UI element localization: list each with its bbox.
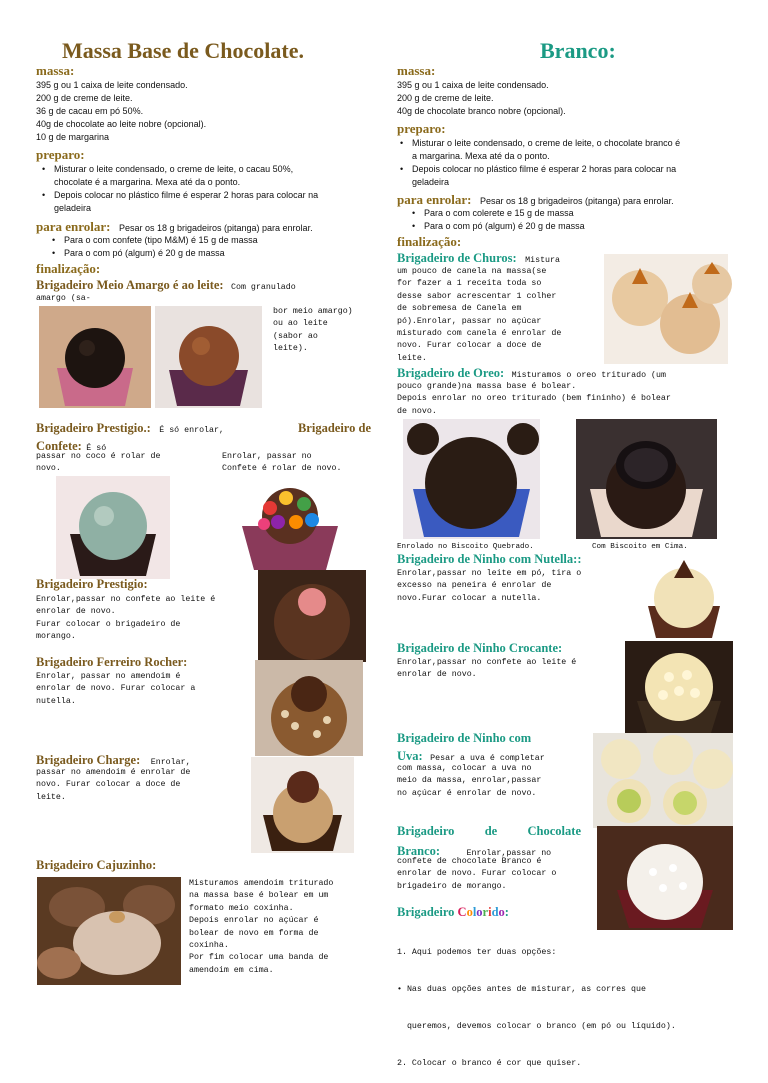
right-massa-heading: massa:	[397, 63, 436, 78]
oreo-title: Brigadeiro de Oreo:	[397, 366, 505, 380]
ninho-uva-title-2-text: Pesar a uva é completar	[430, 754, 545, 763]
cajuzinho-line: Misturamos amendoim triturado	[189, 879, 334, 888]
colorido-letter: C	[457, 905, 467, 919]
left-massa-line: 36 g de cacau em pó 50%.	[36, 106, 144, 116]
charge-line: leite.	[36, 792, 66, 802]
meio-amargo-side-line: (sabor ao	[273, 331, 318, 341]
colorido-letter: i	[488, 905, 492, 919]
meio-amargo-side-line: ou ao leite	[273, 319, 328, 329]
ninho-uva-line: com massa, colocar a uva no	[397, 764, 532, 773]
meio-amargo-side-line: leite).	[273, 344, 308, 354]
oreo-title-row	[397, 364, 732, 382]
confete-title-a: Brigadeiro de	[297, 421, 371, 435]
choc-branco-title-1: Brigadeiro de Chocolate	[397, 824, 581, 838]
right-massa-line: 200 g de creme de leite.	[397, 93, 494, 103]
churros-line: leite.	[397, 353, 427, 363]
prestigio2-line: enrolar de novo.	[36, 607, 116, 617]
meio-amargo-title: Brigadeiro Meio Amargo é ao leite:	[36, 278, 224, 292]
churros-title-row	[397, 249, 594, 267]
left-enrolar-heading: para enrolar:	[36, 219, 111, 234]
ninho-uva-title-text: Brigadeiro de Ninho com	[397, 731, 532, 745]
meio-amargo-inline: Com granulado	[231, 283, 296, 292]
colorido-line: • Nas duas opções antes de misturar, as corres que	[397, 985, 646, 995]
ninho-uva-text	[397, 763, 582, 800]
left-enrolar-item: • Para o com confete (tipo M&M) é 15 g de massa	[50, 234, 370, 247]
churros-line: de sobremesa de Canela em	[397, 304, 522, 314]
cajuzinho-line: Por fim colocar uma banda de	[189, 953, 329, 963]
prestigio2-title-row	[36, 577, 246, 592]
confete-title-text: É só	[86, 444, 107, 454]
meio-amargo-side-line: bor meio amargo)	[273, 307, 353, 316]
charge-title: Brigadeiro Charge:	[36, 753, 141, 767]
right-massa-list	[397, 79, 737, 118]
brigadeiro-prestigio-icon	[258, 570, 366, 662]
colorido-letter: o	[476, 905, 483, 919]
oreo-line: de novo.	[397, 406, 437, 416]
right-enrolar-heading: para enrolar:	[397, 192, 472, 207]
meio-amargo-side	[273, 306, 373, 356]
brigadeiro-ninho-crocante-icon	[625, 641, 733, 735]
right-preparo-list	[398, 137, 743, 189]
right-finalizacao-heading: finalização:	[397, 234, 462, 249]
cajuzinho-text	[189, 878, 369, 977]
right-preparo-item: • Depois colocar no plástico filme é esperar 2 horas para colocar na	[398, 163, 743, 176]
left-preparo-heading: preparo:	[36, 147, 85, 162]
colorido-line: 1. Aqui podemos ter duas opções:	[397, 947, 557, 957]
prestigio2-line: morango.	[36, 632, 76, 642]
charge-line: novo. Furar colocar a doce de	[36, 780, 181, 790]
brigadeiro-oreo-quebrado-icon	[403, 419, 540, 539]
ninho-nutella-line: Enrolar,passar no leite em pó, tira o	[397, 569, 582, 578]
prestigio2-line: Enrolar,passar no confete ao leite é	[36, 595, 216, 604]
brigadeiro-charge-icon	[251, 757, 354, 853]
right-massa-line: 40g de chocolate branco nobre (opcional).	[397, 106, 566, 116]
left-preparo-item: chocolate é a margarina. Mexa até da o ponto.	[54, 177, 241, 187]
prestigio-line: passar no coco é rolar de	[36, 452, 161, 461]
left-massa-line: 395 g ou 1 caixa de leite condensado.	[36, 80, 188, 90]
cajuzinho-line: formato meio coxinha.	[189, 903, 294, 913]
choc-branco-line: confete de chocolate Branco é	[397, 857, 542, 866]
ninho-uva-title-block	[397, 731, 581, 765]
oreo-caption-1: Enrolado no Biscoito Quebrado.	[397, 543, 534, 551]
ferreiro-title: Brigadeiro Ferreiro Rocher:	[36, 655, 188, 669]
left-massa-line: 10 g de margarina	[36, 132, 110, 142]
cajuzinho-title: Brigadeiro Cajuzinho:	[36, 858, 157, 872]
brigadeiro-oreo-biscoito-icon	[576, 419, 717, 539]
prestigio-title-text: É só enrolar,	[159, 426, 224, 435]
left-enrolar-list	[50, 234, 370, 260]
left-enrolar-text: Pesar os 18 g brigadeiros (pitanga) para enrolar.	[118, 223, 313, 233]
brigadeiro-ferrero-icon	[255, 660, 363, 756]
left-title: Massa Base de Chocolate.	[62, 38, 304, 63]
colorido-text	[397, 922, 737, 1083]
cajuzinho-line: amendoim em cima.	[189, 965, 274, 975]
ninho-uva-title-1	[397, 731, 581, 746]
churros-line: um pouco de canela na massa(se	[397, 267, 547, 276]
ferreiro-line: nutella.	[36, 696, 76, 706]
charge-text	[36, 767, 247, 804]
oreo-caption-2: Com Biscoito em Cima.	[592, 543, 688, 551]
brigadeiro-chocolate-branco-icon	[597, 826, 733, 930]
prestigio-title: Brigadeiro Prestigio.:	[36, 421, 151, 435]
confete-title-b: Confete:	[36, 439, 82, 454]
cajuzinho-line: coxinha.	[189, 941, 229, 951]
prestigio2-line: Furar colocar o brigadeiro de	[36, 619, 181, 629]
ninho-crocante-line: Enrolar,passar no confete ao leite é	[397, 658, 577, 667]
right-preparo-heading: preparo:	[397, 121, 446, 136]
colorido-title-letters	[458, 905, 505, 919]
confete-line: Enrolar, passar no	[222, 452, 312, 461]
brigadeiro-cajuzinho-icon	[37, 877, 181, 985]
colorido-title	[397, 905, 509, 920]
brigadeiro-coco-icon	[56, 476, 170, 579]
left-preparo-item: geladeira	[54, 203, 92, 213]
brigadeiro-confete-icon	[236, 482, 344, 572]
left-preparo-item: • Misturar o leite condensado, o creme de leite, o cacau 50%,	[40, 163, 375, 176]
cajuzinho-line: bolear de novo em forma de	[189, 928, 319, 938]
confete-line: Confete é rolar de novo.	[222, 464, 342, 474]
brigadeiro-churros-icon	[604, 254, 728, 364]
brigadeiro-ninho-uva-icon	[593, 733, 733, 828]
colorido-line: queremos, devemos colocar o branco (em pó ou líquido).	[397, 1022, 676, 1032]
churros-title-text: Mistura	[525, 256, 560, 265]
right-enrolar-item: • Para o com pó (algum) é 20 g de massa	[410, 220, 730, 233]
oreo-text	[397, 381, 733, 418]
brigadeiro-granulado-icon	[39, 306, 151, 408]
colorido-letter: r	[482, 905, 489, 919]
right-enrolar-item: • Para o com colerete e 15 g de massa	[410, 207, 730, 220]
colorido-letter: d	[491, 905, 499, 919]
charge-title-text: Enrolar,	[150, 758, 191, 767]
prestigio2-title: Brigadeiro Prestigio:	[36, 577, 148, 591]
ferreiro-text	[36, 671, 247, 708]
ninho-nutella-line: excesso na peneira é enrolar de	[397, 581, 552, 591]
ninho-nutella-title: Brigadeiro de Ninho com Nutella::	[397, 552, 582, 566]
ninho-nutella-text	[397, 568, 630, 605]
colorido-letter: o	[466, 905, 473, 919]
choc-branco-line: brigadeiro de morango.	[397, 881, 507, 891]
colorido-title-a: Brigadeiro	[397, 905, 458, 919]
right-enrolar-text: Pesar os 18 g brigadeiros (pitanga) para enrolar.	[479, 196, 674, 206]
confete-col	[222, 451, 372, 476]
churros-line: novo. Furar colocar a doce de	[397, 341, 542, 351]
ferreiro-line: Enrolar, passar no amendoim é	[36, 672, 181, 681]
oreo-line: pouco grande)na massa base é bolear.	[397, 382, 577, 391]
left-massa-line: 40g de chocolate ao leite nobre (opcional).	[36, 119, 207, 129]
churros-line: desse sabor acrescentar 1 colher	[397, 291, 557, 301]
brigadeiro-ninho-nutella-icon	[640, 552, 728, 640]
oreo-line: Depois enrolar no oreo triturado (bem fininho) é bolear	[397, 394, 671, 404]
left-massa-line: 200 g de creme de leite.	[36, 93, 133, 103]
left-enrolar-item: • Para o com pó (algum) é 20 g de massa	[50, 247, 370, 260]
right-preparo-item: a margarina. Mexa até da o ponto.	[412, 151, 550, 161]
ninho-crocante-text	[397, 657, 623, 682]
oreo-title-text: Misturamos o oreo triturado (um	[511, 371, 666, 380]
right-enrolar-list	[410, 207, 730, 233]
churros-line: misturado com canela é enrolar de	[397, 329, 562, 339]
cajuzinho-line: Depois enrolar no açúcar é	[189, 916, 319, 926]
colorido-letter: l	[472, 905, 477, 919]
left-massa-heading: massa:	[36, 63, 75, 78]
charge-line: passar no amendoim é enrolar de	[36, 768, 191, 777]
ninho-uva-line: no açúcar é enrolar de novo.	[397, 788, 537, 798]
right-preparo-item: • Misturar o leite condensado, o creme de leite, o chocolate branco é	[398, 137, 743, 150]
churros-text	[397, 266, 594, 365]
ninho-crocante-title: Brigadeiro de Ninho Crocante:	[397, 641, 563, 655]
ninho-uva-title-2: Uva:	[397, 749, 423, 763]
left-preparo-item: • Depois colocar no plástico filme é esperar 2 horas para colocar na	[40, 189, 375, 202]
choc-branco-title-2: Branco:	[397, 844, 441, 858]
prestigio2-text	[36, 594, 247, 644]
brigadeiro-ao-leite-icon	[155, 306, 262, 408]
choc-branco-text	[397, 856, 582, 893]
left-finalizacao-heading: finalização:	[36, 261, 101, 276]
left-preparo-list	[40, 163, 375, 215]
churros-line: for fazer a 1 receita toda so	[397, 279, 542, 289]
ferreiro-line: enrolar de novo. Furar colocar a	[36, 684, 196, 694]
right-title: Branco:	[540, 38, 616, 63]
choc-branco-title-2-text: Enrolar,passar no	[466, 849, 552, 858]
meio-amargo-line2: amargo (sa-	[36, 294, 91, 303]
colorido-line: 2. Colocar o branco é cor que quiser.	[397, 1059, 582, 1069]
prestigio-col	[36, 451, 196, 476]
churros-line: pó).Enrolar, passar no açúcar	[397, 316, 542, 326]
right-preparo-item: geladeira	[412, 177, 450, 187]
colorido-colon: :	[504, 905, 509, 919]
prestigio-line: novo.	[36, 464, 61, 474]
ninho-uva-line: meio da massa, enrolar,passar	[397, 776, 542, 786]
colorido-letter: o	[498, 905, 505, 919]
choc-branco-line: enrolar de novo. Furar colocar o	[397, 869, 557, 879]
right-massa-line: 395 g ou 1 caixa de leite condensado.	[397, 80, 549, 90]
ninho-nutella-line: novo.Furar colocar a nutella.	[397, 593, 542, 603]
churros-title: Brigadeiro de Churos:	[397, 251, 517, 265]
ninho-crocante-line: enrolar de novo.	[397, 670, 477, 680]
choc-branco-title-block	[397, 824, 581, 860]
cajuzinho-line: na massa base é bolear em um	[189, 891, 329, 901]
left-massa-list	[36, 79, 366, 144]
meio-amargo-title-row	[36, 276, 371, 294]
